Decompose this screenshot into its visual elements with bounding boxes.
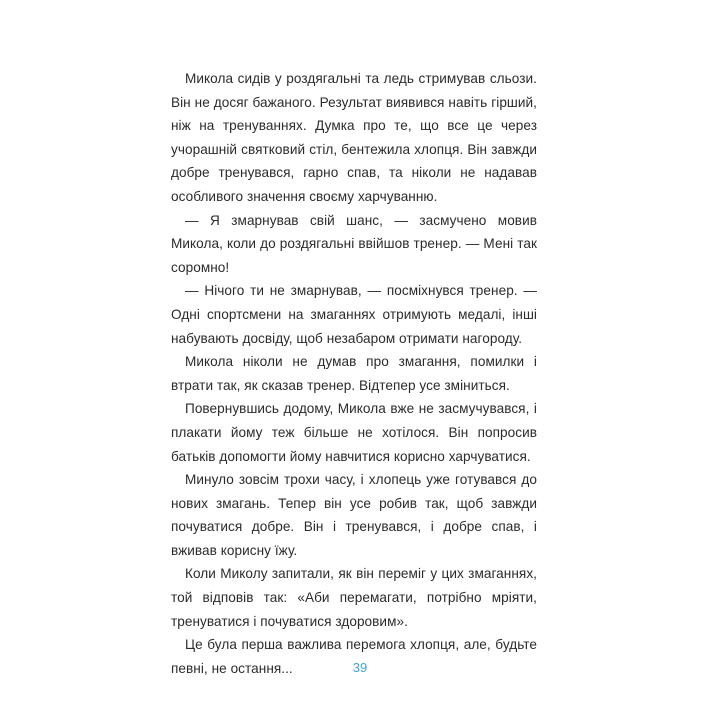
paragraph-8: Це була перша важлива перемога хлопця, але, будьте певні, не остання... bbox=[171, 637, 537, 676]
paragraph-3: — Нічого ти не змарнував, — посміхнувся тренер. — Одні спортсмени на змаганнях отримують медалі, інші набувають досвіду, щоб незабаром отримати нагороду. bbox=[171, 283, 537, 346]
paragraph-4: Микола ніколи не думав про змагання, помилки і втрати так, як сказав тренер. Відтепер усе зміниться. bbox=[171, 354, 537, 393]
paragraph-7: Коли Миколу запитали, як він переміг у цих змаганнях, той відповів так: «Аби перемагати, потрібно мріяти, тренуватися і почуватися здоровим». bbox=[171, 566, 537, 629]
paragraph-1: Микола сидів у роздягальні та ледь стримував сльози. Він не досяг бажаного. Результат виявився навіть гірший, ніж на тренуваннях. Думка про те, що все це через учорашній святковий стіл, бентежила хлопця. Він завжди добре тренувався, гарно спав, та ніколи не надавав особливого значення своєму харчуванню. bbox=[171, 71, 537, 204]
page-number: 39 bbox=[352, 660, 368, 675]
paragraph-6: Минуло зовсім трохи часу, і хлопець уже готувався до нових змагань. Тепер він усе робив так, щоб завжди почуватися добре. Він і тренувався, і добре спав, і вживав корисну їжу. bbox=[171, 472, 537, 558]
paragraph-5: Повернувшись додому, Микола вже не засмучувався, і плакати йому теж більше не хотілося. Він попросив батьків допомогти йому навчитися корисно харчуватися. bbox=[171, 401, 537, 464]
page-body bbox=[171, 67, 537, 680]
paragraph-2: — Я змарнував свій шанс, — засмучено мовив Микола, коли до роздягальні ввійшов тренер. — Мені так соромно! bbox=[171, 212, 537, 275]
